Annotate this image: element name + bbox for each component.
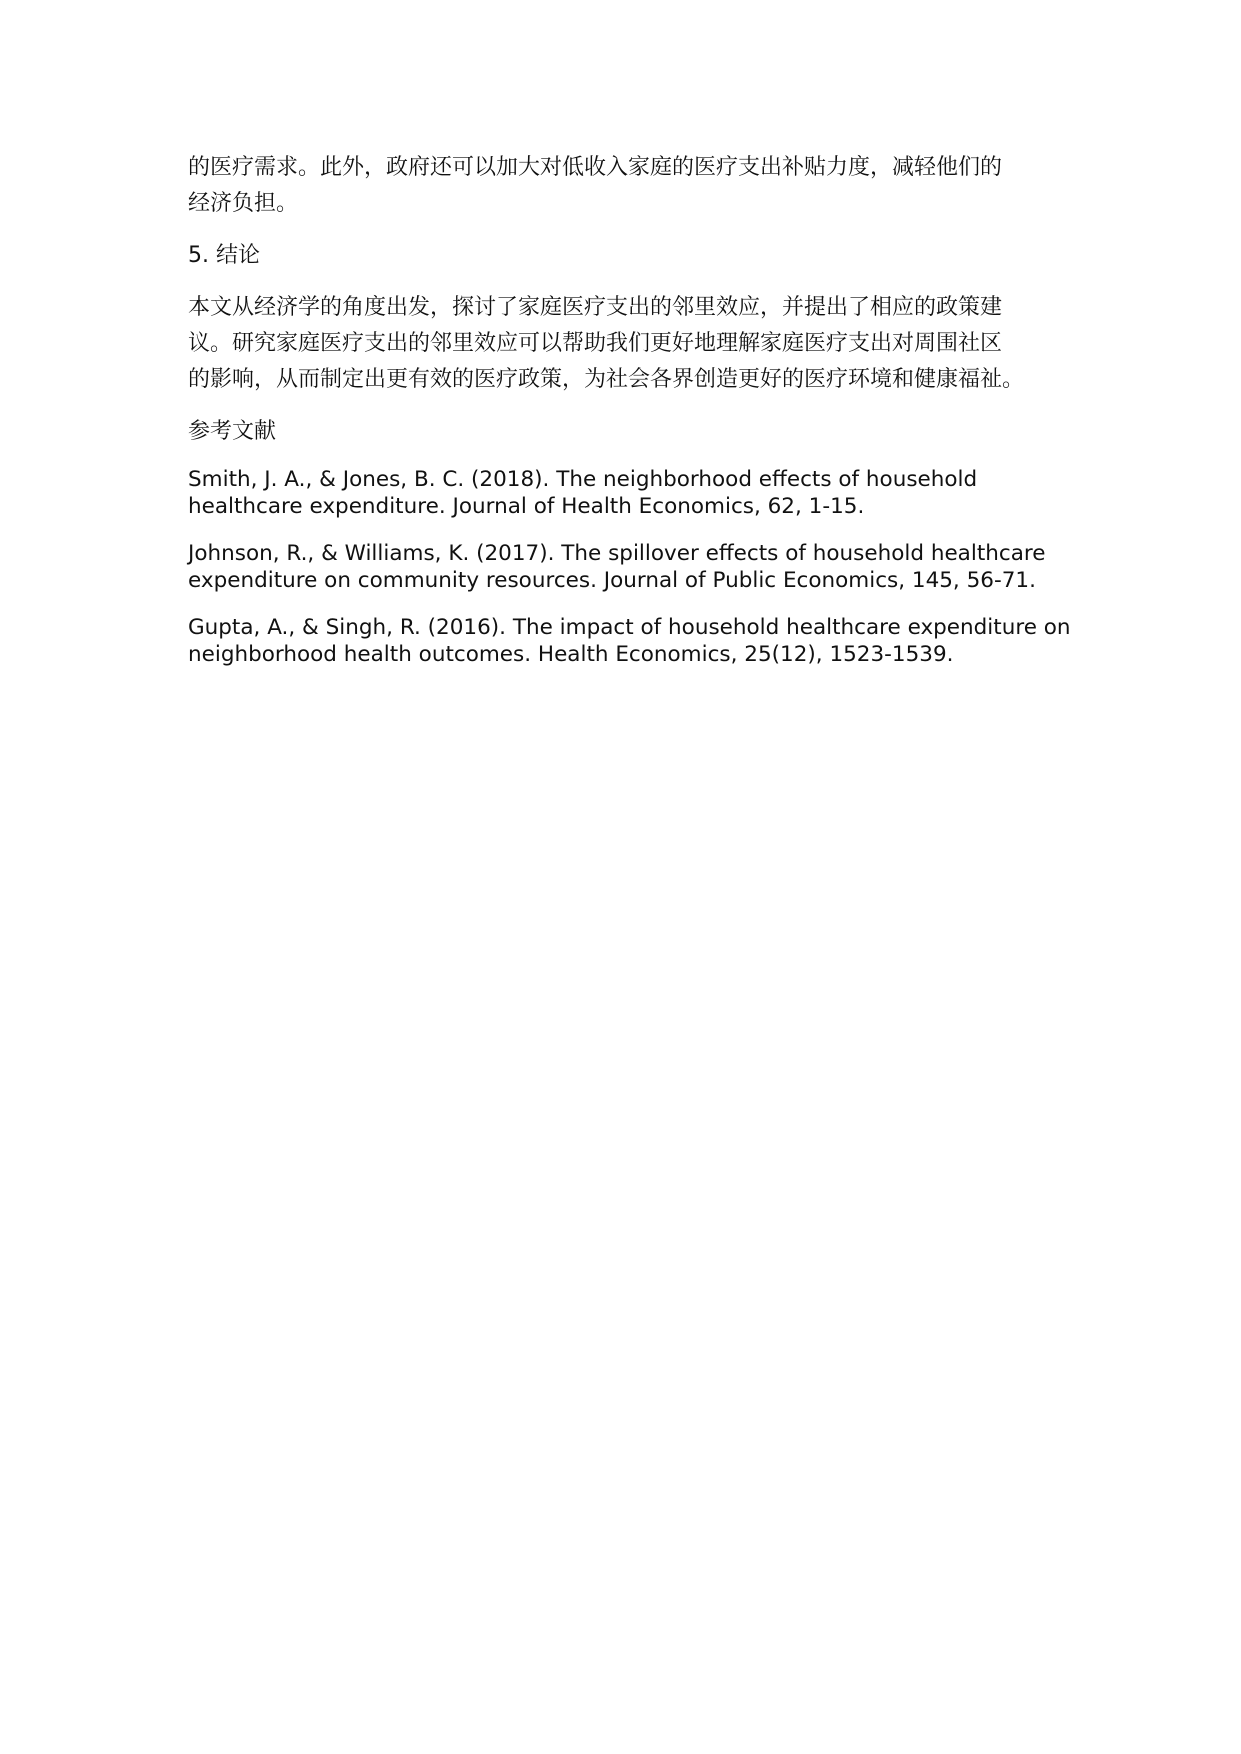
reference-line: expenditure on community resources. Journal of Public Economics, 145, 56-71.: [188, 568, 1036, 593]
reference-line: Smith, J. A., & Jones, B. C. (2018). The neighborhood effects of household: [188, 467, 978, 492]
reference-line: neighborhood health outcomes. Health Economics, 25(12), 1523-1539.: [188, 642, 954, 667]
text-line: 本文从经济学的角度出发，探讨了家庭医疗支出的邻里效应，并提出了相应的政策建: [188, 295, 1003, 320]
reference-item: [188, 466, 1068, 520]
paragraph-conclusion: [188, 290, 1068, 398]
section-heading-conclusion: 5. 结论: [188, 243, 260, 268]
reference-line: healthcare expenditure. Journal of Health Economics, 62, 1-15.: [188, 494, 865, 519]
reference-line: Johnson, R., & Williams, K. (2017). The spillover effects of household healthcare: [188, 541, 1046, 566]
text-line: 议。研究家庭医疗支出的邻里效应可以帮助我们更好地理解家庭医疗支出对周围社区: [188, 331, 1003, 356]
text-line: 经济负担。: [188, 191, 299, 216]
reference-line: Gupta, A., & Singh, R. (2016). The impact of household healthcare expenditure on: [188, 615, 1071, 640]
document-body: [188, 150, 1071, 688]
text-line: 的影响，从而制定出更有效的医疗政策，为社会各界创造更好的医疗环境和健康福祉。: [188, 367, 1025, 392]
reference-item: [188, 614, 1071, 668]
paragraph-policy-continuation: [188, 150, 1068, 222]
reference-item: [188, 540, 1068, 594]
references-heading: 参考文献: [188, 419, 277, 444]
text-line: 的医疗需求。此外，政府还可以加大对低收入家庭的医疗支出补贴力度，减轻他们的: [188, 155, 1003, 180]
